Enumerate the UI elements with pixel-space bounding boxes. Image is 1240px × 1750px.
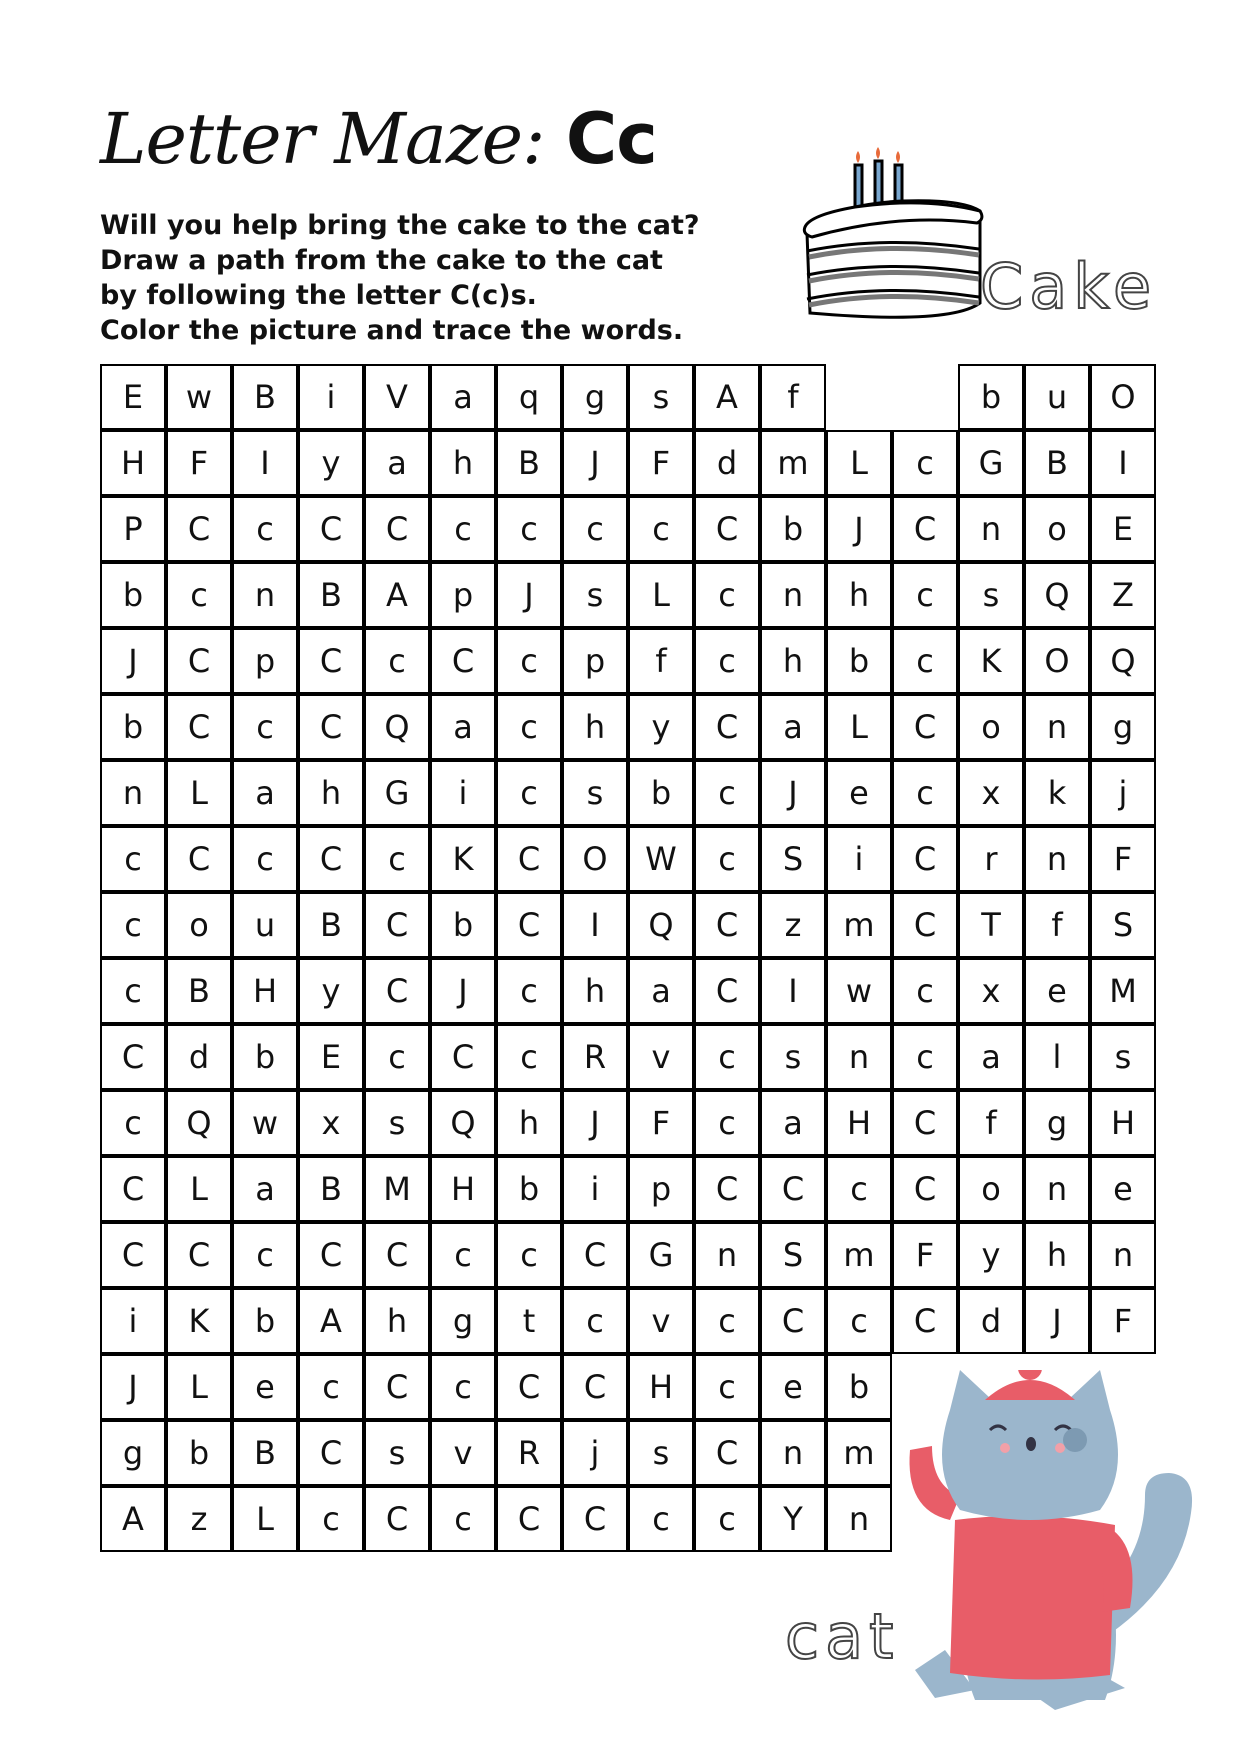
maze-cell: c — [298, 1354, 364, 1420]
maze-cell: C — [892, 496, 958, 562]
maze-cell: a — [430, 694, 496, 760]
maze-cell: C — [694, 1156, 760, 1222]
maze-cell: p — [562, 628, 628, 694]
maze-cell: C — [298, 1222, 364, 1288]
maze-cell: a — [958, 1024, 1024, 1090]
maze-cell: c — [496, 694, 562, 760]
maze-cell: R — [496, 1420, 562, 1486]
maze-cell: C — [298, 1420, 364, 1486]
maze-cell: C — [694, 892, 760, 958]
maze-cell: c — [628, 1486, 694, 1552]
maze-cell: J — [100, 1354, 166, 1420]
maze-cell: x — [298, 1090, 364, 1156]
maze-cell: d — [166, 1024, 232, 1090]
maze-cell: z — [760, 892, 826, 958]
maze-cell: y — [958, 1222, 1024, 1288]
maze-cell: n — [1024, 1156, 1090, 1222]
maze-cell: c — [496, 496, 562, 562]
maze-cell: d — [958, 1288, 1024, 1354]
maze-cell: O — [1024, 628, 1090, 694]
maze-cell: L — [628, 562, 694, 628]
maze-cell: Q — [166, 1090, 232, 1156]
maze-cell: h — [364, 1288, 430, 1354]
maze-cell: i — [298, 364, 364, 430]
maze-cell: s — [364, 1090, 430, 1156]
maze-cell: i — [430, 760, 496, 826]
maze-cell: c — [694, 628, 760, 694]
maze-cell: n — [760, 1420, 826, 1486]
maze-cell: v — [628, 1288, 694, 1354]
maze-cell: i — [100, 1288, 166, 1354]
maze-cell: e — [760, 1354, 826, 1420]
maze-cell: B — [232, 364, 298, 430]
maze-cell: a — [760, 1090, 826, 1156]
maze-cell: b — [958, 364, 1024, 430]
maze-cell: c — [100, 958, 166, 1024]
maze-cell: h — [496, 1090, 562, 1156]
maze-cell: x — [958, 760, 1024, 826]
maze-cell: I — [760, 958, 826, 1024]
maze-cell: e — [826, 760, 892, 826]
maze-cell: c — [892, 562, 958, 628]
maze-cell: C — [562, 1486, 628, 1552]
maze-cell: n — [1090, 1222, 1156, 1288]
maze-cell: C — [892, 694, 958, 760]
maze-cell: o — [958, 694, 1024, 760]
maze-cell: J — [1024, 1288, 1090, 1354]
maze-cell: C — [298, 628, 364, 694]
maze-cell: J — [826, 496, 892, 562]
maze-cell: c — [232, 826, 298, 892]
maze-cell: C — [892, 1090, 958, 1156]
maze-cell: C — [694, 496, 760, 562]
maze-cell: F — [892, 1222, 958, 1288]
maze-cell: H — [628, 1354, 694, 1420]
maze-cell: c — [694, 760, 760, 826]
maze-cell: b — [232, 1024, 298, 1090]
maze-cell: c — [232, 496, 298, 562]
maze-cell: E — [1090, 496, 1156, 562]
maze-cell: d — [694, 430, 760, 496]
maze-cell: c — [430, 1222, 496, 1288]
maze-cell: b — [496, 1156, 562, 1222]
maze-cell: c — [892, 760, 958, 826]
maze-cell: h — [826, 562, 892, 628]
maze-cell: b — [760, 496, 826, 562]
maze-cell: C — [760, 1156, 826, 1222]
maze-cell: G — [628, 1222, 694, 1288]
maze-cell: F — [1090, 826, 1156, 892]
maze-cell: c — [892, 628, 958, 694]
maze-cell: h — [298, 760, 364, 826]
maze-cell: s — [562, 760, 628, 826]
maze-cell: c — [100, 892, 166, 958]
maze-cell: R — [562, 1024, 628, 1090]
maze-cell: W — [628, 826, 694, 892]
maze-cell: b — [826, 628, 892, 694]
maze-cell: L — [826, 430, 892, 496]
maze-cell: u — [1024, 364, 1090, 430]
maze-cell: c — [232, 1222, 298, 1288]
maze-cell: f — [628, 628, 694, 694]
maze-cell: J — [760, 760, 826, 826]
maze-cell: c — [496, 760, 562, 826]
maze-cell: C — [562, 1222, 628, 1288]
maze-cell: Q — [364, 694, 430, 760]
maze-cell: C — [694, 1420, 760, 1486]
maze-cell: C — [694, 694, 760, 760]
instructions — [100, 208, 700, 348]
maze-cell: B — [1024, 430, 1090, 496]
maze-cell: c — [496, 958, 562, 1024]
maze-cell: B — [496, 430, 562, 496]
maze-cell: q — [496, 364, 562, 430]
maze-cell: w — [232, 1090, 298, 1156]
trace-word-cake: Cake — [980, 250, 1158, 323]
maze-cell: H — [100, 430, 166, 496]
maze-cell: c — [826, 1288, 892, 1354]
maze-cell: c — [694, 1288, 760, 1354]
maze-cell: s — [1090, 1024, 1156, 1090]
maze-cell: C — [298, 496, 364, 562]
cat-icon — [905, 1370, 1195, 1720]
maze-cell: x — [958, 958, 1024, 1024]
maze-cell: C — [166, 496, 232, 562]
maze-cell: b — [430, 892, 496, 958]
maze-cell: E — [298, 1024, 364, 1090]
maze-cell: Q — [628, 892, 694, 958]
maze-cell: b — [826, 1354, 892, 1420]
maze-cell: K — [166, 1288, 232, 1354]
maze-cell: C — [892, 1156, 958, 1222]
maze-cell: S — [760, 1222, 826, 1288]
maze-cell: C — [562, 1354, 628, 1420]
maze-cell: h — [760, 628, 826, 694]
maze-cell: F — [1090, 1288, 1156, 1354]
maze-cell: H — [430, 1156, 496, 1222]
maze-cell: A — [694, 364, 760, 430]
maze-cell: o — [1024, 496, 1090, 562]
maze-cell: b — [100, 562, 166, 628]
maze-cell: L — [826, 694, 892, 760]
maze-cell: A — [100, 1486, 166, 1552]
maze-cell: I — [1090, 430, 1156, 496]
maze-cell: a — [430, 364, 496, 430]
maze-cell: S — [760, 826, 826, 892]
maze-cell: h — [430, 430, 496, 496]
maze-cell: s — [628, 1420, 694, 1486]
maze-cell: C — [760, 1288, 826, 1354]
maze-cell: y — [298, 430, 364, 496]
maze-cell: g — [430, 1288, 496, 1354]
maze-cell: L — [166, 1156, 232, 1222]
maze-cell: J — [430, 958, 496, 1024]
maze-cell: f — [958, 1090, 1024, 1156]
maze-cell: g — [100, 1420, 166, 1486]
maze-cell: c — [562, 1288, 628, 1354]
instruction-line: Will you help bring the cake to the cat? — [100, 210, 700, 241]
maze-cell: c — [364, 826, 430, 892]
maze-cell: C — [364, 1222, 430, 1288]
maze-cell: n — [826, 1024, 892, 1090]
maze-cell: t — [496, 1288, 562, 1354]
maze-cell: a — [628, 958, 694, 1024]
maze-cell: L — [232, 1486, 298, 1552]
maze-cell: e — [1090, 1156, 1156, 1222]
maze-cell: C — [100, 1156, 166, 1222]
maze-cell: y — [298, 958, 364, 1024]
maze-cell: f — [760, 364, 826, 430]
maze-cell: h — [562, 958, 628, 1024]
maze-cell: Q — [430, 1090, 496, 1156]
maze-cell: n — [232, 562, 298, 628]
maze-cell: n — [760, 562, 826, 628]
maze-cell: c — [496, 1222, 562, 1288]
maze-cell: K — [430, 826, 496, 892]
maze-cell: c — [298, 1486, 364, 1552]
maze-cell: b — [628, 760, 694, 826]
maze-cell: B — [298, 892, 364, 958]
maze-cell: c — [496, 1024, 562, 1090]
maze-cell: H — [232, 958, 298, 1024]
maze-cell: c — [694, 1024, 760, 1090]
maze-cell: p — [430, 562, 496, 628]
maze-cell: C — [364, 892, 430, 958]
maze-cell: Q — [1024, 562, 1090, 628]
maze-cell: g — [1024, 1090, 1090, 1156]
maze-cell: C — [166, 826, 232, 892]
maze-cell: L — [166, 760, 232, 826]
maze-cell: c — [892, 1024, 958, 1090]
maze-cell: C — [364, 496, 430, 562]
maze-cell: C — [892, 892, 958, 958]
maze-cell: w — [826, 958, 892, 1024]
maze-cell: b — [166, 1420, 232, 1486]
maze-cell: e — [1024, 958, 1090, 1024]
maze-cell: C — [364, 1354, 430, 1420]
maze-cell: k — [1024, 760, 1090, 826]
title-main: Letter Maze: — [100, 98, 545, 180]
maze-cell: M — [364, 1156, 430, 1222]
maze-cell: C — [298, 826, 364, 892]
trace-word-cat: cat — [785, 1600, 900, 1673]
maze-cell: s — [562, 562, 628, 628]
maze-cell: C — [496, 826, 562, 892]
maze-cell: Q — [1090, 628, 1156, 694]
maze-cell: C — [166, 694, 232, 760]
maze-cell: a — [760, 694, 826, 760]
maze-cell: c — [166, 562, 232, 628]
maze-cell: J — [496, 562, 562, 628]
maze-cell: e — [232, 1354, 298, 1420]
maze-cell: g — [562, 364, 628, 430]
maze-cell: c — [694, 826, 760, 892]
maze-cell: c — [232, 694, 298, 760]
maze-cell: i — [562, 1156, 628, 1222]
maze-cell: H — [826, 1090, 892, 1156]
maze-cell: g — [1090, 694, 1156, 760]
maze-cell: r — [958, 826, 1024, 892]
maze-cell: c — [430, 496, 496, 562]
maze-cell: c — [430, 1486, 496, 1552]
maze-cell: n — [1024, 694, 1090, 760]
maze-cell: G — [958, 430, 1024, 496]
maze-cell: C — [166, 628, 232, 694]
maze-cell: o — [166, 892, 232, 958]
maze-cell: J — [562, 430, 628, 496]
maze-cell: c — [496, 628, 562, 694]
maze-cell: C — [694, 958, 760, 1024]
maze-cell: C — [430, 1024, 496, 1090]
maze-cell: C — [100, 1222, 166, 1288]
maze-cell: m — [826, 1222, 892, 1288]
maze-cell: V — [364, 364, 430, 430]
maze-cell: c — [892, 958, 958, 1024]
maze-cell: J — [100, 628, 166, 694]
maze-cell: z — [166, 1486, 232, 1552]
maze-cell: A — [364, 562, 430, 628]
maze-cell: G — [364, 760, 430, 826]
maze-cell: a — [232, 760, 298, 826]
maze-cell: O — [562, 826, 628, 892]
maze-cell: c — [694, 1090, 760, 1156]
maze-cell: p — [232, 628, 298, 694]
maze-cell: h — [562, 694, 628, 760]
maze-cell: s — [628, 364, 694, 430]
maze-cell: c — [694, 562, 760, 628]
maze-cell: c — [892, 430, 958, 496]
maze-cell: a — [364, 430, 430, 496]
maze-cell: l — [1024, 1024, 1090, 1090]
maze-cell: F — [628, 1090, 694, 1156]
maze-cell: a — [232, 1156, 298, 1222]
maze-cell: m — [760, 430, 826, 496]
cake-icon — [795, 145, 995, 335]
maze-cell: h — [1024, 1222, 1090, 1288]
maze-cell: c — [364, 628, 430, 694]
maze-cell: c — [430, 1354, 496, 1420]
maze-cell: C — [364, 1486, 430, 1552]
maze-cell: C — [496, 1354, 562, 1420]
maze-cell: s — [958, 562, 1024, 628]
maze-cell: S — [1090, 892, 1156, 958]
maze-cell: c — [100, 826, 166, 892]
maze-cell: n — [958, 496, 1024, 562]
maze-cell: o — [958, 1156, 1024, 1222]
maze-cell: M — [1090, 958, 1156, 1024]
maze-cell: F — [166, 430, 232, 496]
maze-cell: L — [166, 1354, 232, 1420]
maze-cell: C — [892, 1288, 958, 1354]
maze-cell: n — [100, 760, 166, 826]
title-letters: Cc — [565, 98, 657, 180]
maze-cell: C — [100, 1024, 166, 1090]
maze-cell: C — [892, 826, 958, 892]
maze-cell: j — [1090, 760, 1156, 826]
maze-cell: E — [100, 364, 166, 430]
instruction-line: Draw a path from the cake to the cat — [100, 245, 663, 276]
page-title — [100, 98, 657, 180]
maze-cell: T — [958, 892, 1024, 958]
maze-cell: c — [100, 1090, 166, 1156]
maze-cell: B — [232, 1420, 298, 1486]
maze-cell: n — [1024, 826, 1090, 892]
maze-cell: c — [628, 496, 694, 562]
maze-cell: f — [1024, 892, 1090, 958]
maze-cell: p — [628, 1156, 694, 1222]
maze-cell: j — [562, 1420, 628, 1486]
maze-cell: s — [364, 1420, 430, 1486]
maze-cell: J — [562, 1090, 628, 1156]
maze-cell: i — [826, 826, 892, 892]
maze-cell: c — [694, 1486, 760, 1552]
maze-cell: C — [496, 1486, 562, 1552]
maze-cell: B — [166, 958, 232, 1024]
maze-cell: c — [364, 1024, 430, 1090]
maze-cell: c — [694, 1354, 760, 1420]
maze-cell: v — [628, 1024, 694, 1090]
maze-cell: C — [166, 1222, 232, 1288]
maze-cell: n — [694, 1222, 760, 1288]
maze-cell: P — [100, 496, 166, 562]
maze-cell: A — [298, 1288, 364, 1354]
maze-cell: C — [298, 694, 364, 760]
maze-cell: B — [298, 1156, 364, 1222]
maze-cell: K — [958, 628, 1024, 694]
instruction-line: Color the picture and trace the words. — [100, 315, 684, 346]
maze-cell: v — [430, 1420, 496, 1486]
maze-cell: c — [826, 1156, 892, 1222]
maze-cell: u — [232, 892, 298, 958]
maze-cell: w — [166, 364, 232, 430]
maze-cell: Y — [760, 1486, 826, 1552]
maze-cell: m — [826, 892, 892, 958]
maze-cell: O — [1090, 364, 1156, 430]
maze-cell: n — [826, 1486, 892, 1552]
maze-cell: c — [562, 496, 628, 562]
maze-cell: b — [232, 1288, 298, 1354]
maze-cell: B — [298, 562, 364, 628]
maze-cell: Z — [1090, 562, 1156, 628]
maze-cell: C — [496, 892, 562, 958]
maze-cell: C — [364, 958, 430, 1024]
instruction-line: by following the letter C(c)s. — [100, 280, 537, 311]
maze-cell: I — [232, 430, 298, 496]
maze-cell: C — [430, 628, 496, 694]
maze-cell: y — [628, 694, 694, 760]
maze-cell: b — [100, 694, 166, 760]
maze-cell: H — [1090, 1090, 1156, 1156]
maze-cell: m — [826, 1420, 892, 1486]
maze-cell: I — [562, 892, 628, 958]
maze-cell: F — [628, 430, 694, 496]
maze-cell: s — [760, 1024, 826, 1090]
